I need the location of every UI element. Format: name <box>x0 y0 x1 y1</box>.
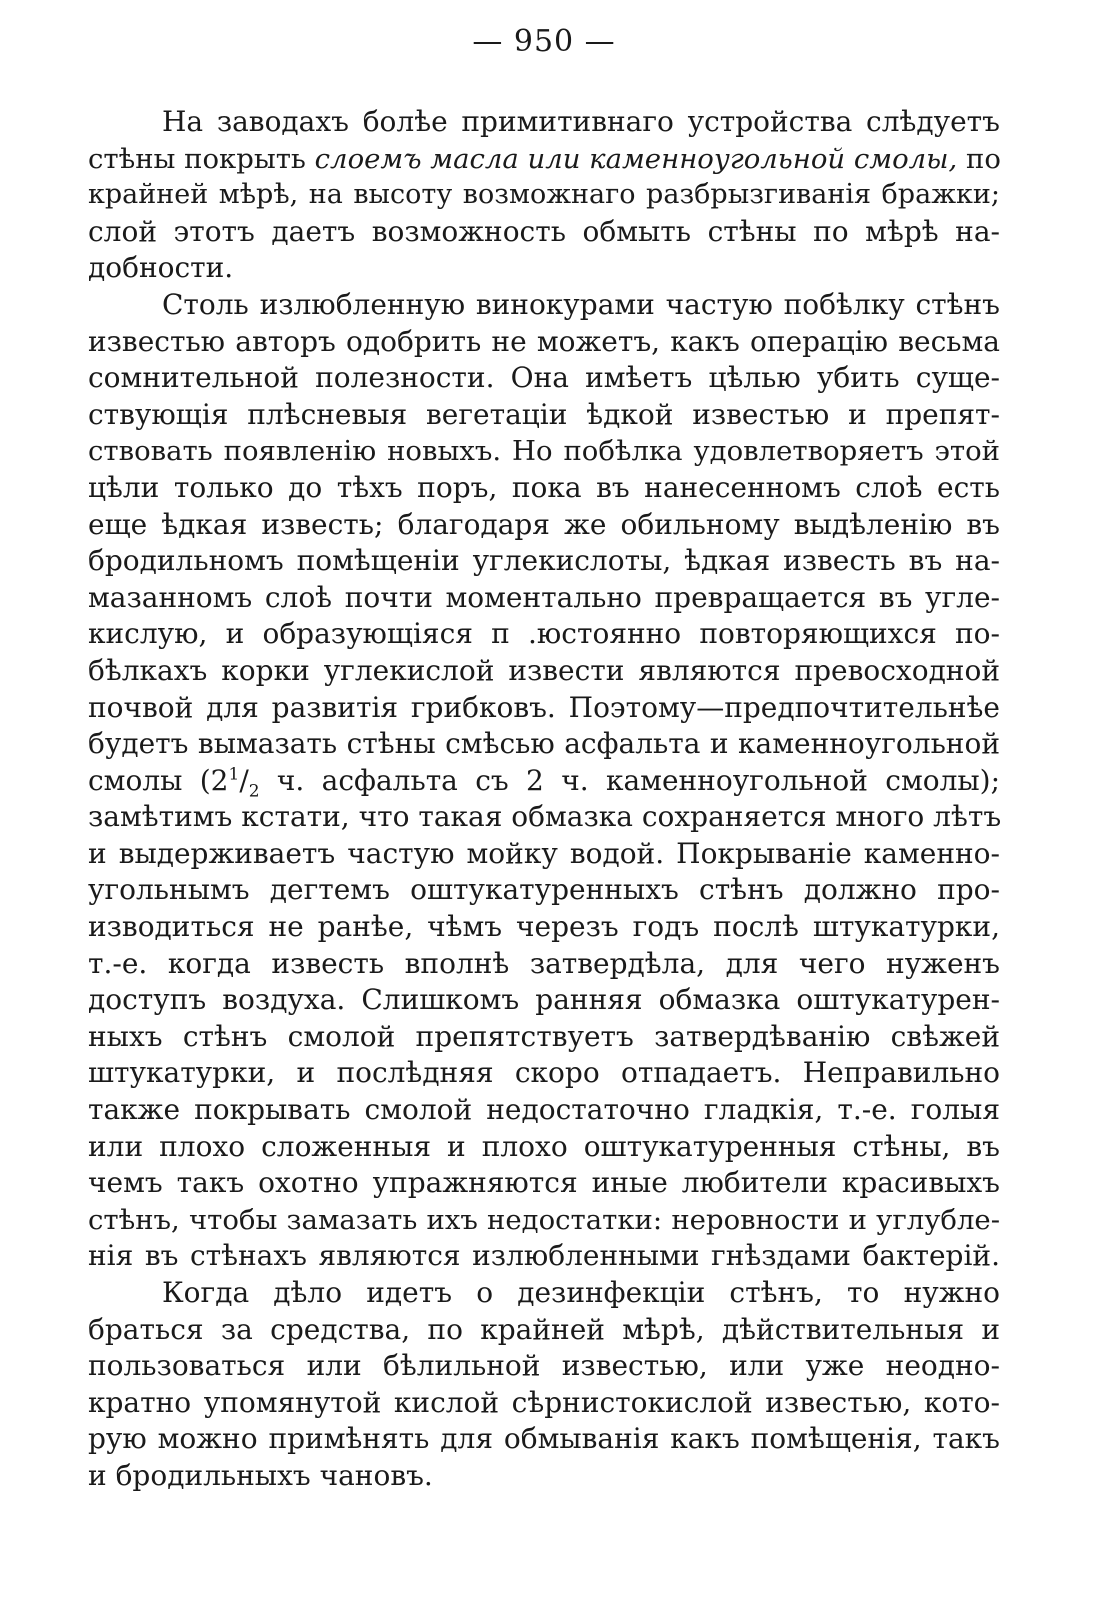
text-line: ныхъ стѣнъ смолой препятствуетъ затвердѣванію свѣжей <box>88 1019 1000 1053</box>
text-line: крайней мѣрѣ, на высоту возможнаго разбрызгиванія бражки; <box>88 179 1000 211</box>
text-line: браться за средства, по крайней мѣрѣ, дѣйствительныя и <box>88 1312 1000 1346</box>
text-line: рую можно примѣнять для обмыванія какъ помѣщенія, такъ <box>88 1422 1000 1456</box>
text-run: ч. асфальта съ 2 ч. каменноугольной смолы); <box>259 763 1001 797</box>
text-line: ствующія плѣсневыя вегетаціи ѣдкой известью и препят- <box>88 397 1000 431</box>
fraction-numerator: 1 <box>228 764 240 785</box>
text-line: мазанномъ слоѣ почти моментально превращается въ угле- <box>88 580 1000 614</box>
text-line: еще ѣдкая известь; благодаря же обильному выдѣленію въ <box>88 507 1000 541</box>
text-line <box>88 763 1000 800</box>
text-line: угольнымъ дегтемъ оштукатуренныхъ стѣнъ должно про- <box>88 873 1000 907</box>
text-line: чемъ такъ охотно упражняются иные любители красивыхъ <box>88 1166 1000 1200</box>
text-run: смолы (2 <box>88 763 229 797</box>
page-number: — 950 — <box>472 24 616 59</box>
text-line: доступъ воздуха. Слишкомъ ранняя обмазка оштукатурен- <box>88 983 1000 1017</box>
fraction-denominator: 2 <box>248 781 260 802</box>
text-line: штукатурки, и послѣдняя скоро отпадаетъ. Неправильно <box>88 1056 1000 1090</box>
text-line: пользоваться или бѣлильной известью, или уже неодно- <box>88 1349 1000 1383</box>
text-line: сомнительной полезности. Она имѣетъ цѣлью убить суще- <box>88 361 1000 395</box>
text-line: известью авторъ одобрить не можетъ, какъ операцію весьма <box>88 324 1000 358</box>
text-line: добности. <box>88 251 234 285</box>
paragraph-1 <box>88 104 1000 287</box>
text-line: бродильномъ помѣщеніи углекислоты, ѣдкая известь въ на- <box>88 544 1000 578</box>
paragraph-3 <box>88 1275 1000 1495</box>
emphasized-text: слоемъ масла или каменноугольной смолы, <box>314 142 958 175</box>
text-line: замѣтимъ кстати, что такая обмазка сохраняется много лѣтъ <box>88 800 1002 834</box>
text-line: стѣнъ, чтобы замазать ихъ недостатки: неровности и углубле- <box>88 1203 1000 1236</box>
text-line: т.-е. когда известь вполнѣ затвердѣла, для чего нуженъ <box>88 946 1000 980</box>
text-line: Столь излюбленную винокурами частую побѣлку стѣнъ <box>162 287 1000 321</box>
paragraph-2 <box>88 287 1000 1275</box>
text-line: нія въ стѣнахъ являются излюбленными гнѣздами бактерій. <box>88 1239 1000 1273</box>
text-line: Когда дѣло идетъ о дезинфекціи стѣнъ, то нужно <box>162 1276 1000 1309</box>
text-line: кислую, и образующіяся п .юстоянно повторяющихся по- <box>88 617 1000 651</box>
text-run: по <box>957 142 1001 175</box>
text-line: изводиться не ранѣе, чѣмъ черезъ годъ послѣ штукатурки, <box>88 910 1000 944</box>
text-line: ствовать появленію новыхъ. Но побѣлка удовлетворяетъ этой <box>88 435 1000 468</box>
text-line: или плохо сложенныя и плохо оштукатуренныя стѣны, въ <box>88 1129 1000 1163</box>
text-line: почвой для развитія грибковъ. Поэтому—предпочтительнѣе <box>88 690 1000 724</box>
document-page <box>88 22 1000 1495</box>
text-line: слой этотъ даетъ возможность обмыть стѣны по мѣрѣ на- <box>88 214 1000 248</box>
text-line: будетъ вымазать стѣны смѣсью асфальта и каменноугольной <box>88 727 1000 761</box>
text-line: цѣли только до тѣхъ поръ, пока въ нанесенномъ слоѣ есть <box>88 470 1000 504</box>
text-run: стѣны покрыть <box>88 142 315 175</box>
text-line <box>88 141 1000 178</box>
text-line: и выдерживаетъ частую мойку водой. Покрываніе каменно- <box>88 836 1000 870</box>
fraction-slash: / <box>239 763 249 797</box>
text-line: также покрывать смолой недостаточно гладкія, т.-е. голыя <box>88 1093 1000 1127</box>
text-line: На заводахъ болѣе примитивнаго устройства слѣдуетъ <box>162 105 1000 138</box>
text-line: и бродильныхъ чановъ. <box>88 1458 433 1492</box>
text-line: бѣлкахъ корки углекислой извести являются превосходной <box>88 653 1000 687</box>
text-line: кратно упомянутой кислой сѣрнистокислой известью, кото- <box>88 1385 1000 1419</box>
